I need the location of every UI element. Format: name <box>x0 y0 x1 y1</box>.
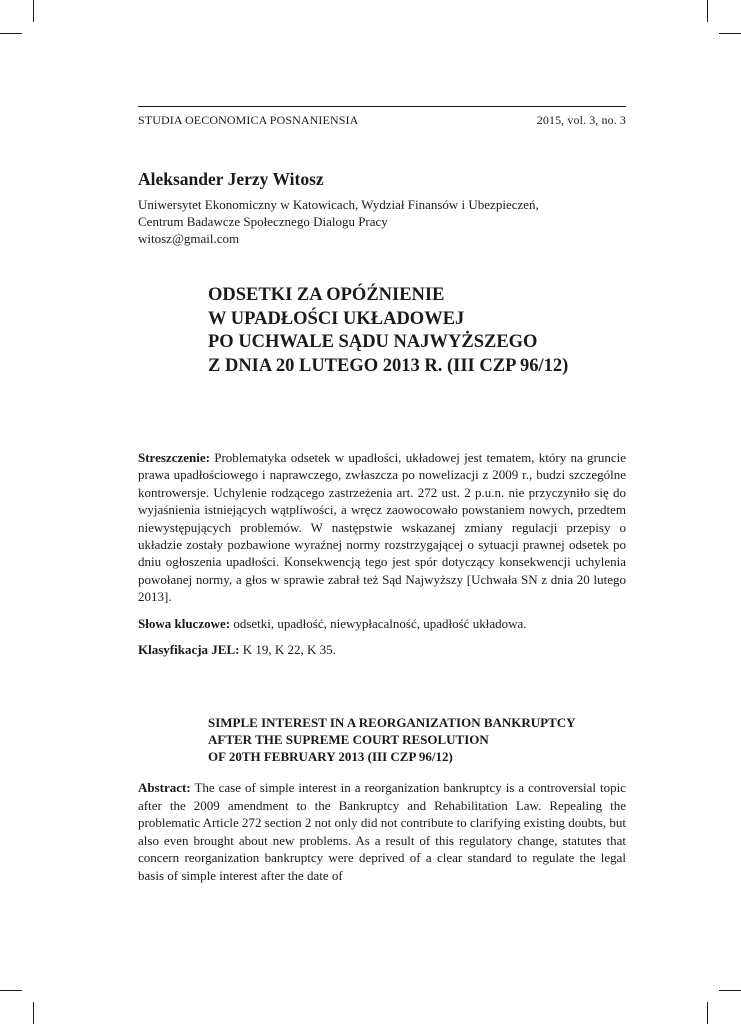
abstract-block-pl <box>138 449 626 658</box>
affiliation-line: Uniwersytet Ekonomiczny w Katowicach, Wydział Finansów i Ubezpieczeń, <box>138 197 539 212</box>
affiliation-line: Centrum Badawcze Społecznego Dialogu Pracy <box>138 214 388 229</box>
title-line: OF 20TH FEBRUARY 2013 (III CZP 96/12) <box>208 749 453 764</box>
jel-paragraph <box>138 641 626 658</box>
article-title-pl <box>208 284 628 378</box>
article-title-en <box>208 714 628 765</box>
crop-mark <box>707 1002 708 1024</box>
keywords-text: odsetki, upadłość, niewypłacalność, upadłość układowa. <box>230 615 527 631</box>
streszczenie-label: Streszczenie: <box>138 450 210 465</box>
jel-text: K 19, K 22, K 35. <box>239 642 336 658</box>
streszczenie-text: Problematyka odsetek w upadłości, układowej jest tematem, który na gruncie prawa upadłościowego i naprawczego, zwłaszcza po nowelizacji z 2009 r., budzi szczególne kontrowersje. Uchylenie rodzącego zastrzeżenia art. 272 ust. 2 p.u.n. nie przyczyniło się do wyjaśnienia istniejących wątpliwości, a wręcz zaowocowało powstaniem nowych, przedtem niewystępujących problemów. W następstwie wskazanej zmiany regulacji przepisy o układzie zostały pozbawione wyraźnej normy rozstrzygającej o sytuacji prawnej odsetek po dniu ogłoszenia upadłości. Konsekwencją tego jest spór dotyczący konsekwencji uchylenia powołanej normy, a głos w sprawie zabrał też Sąd Najwyższy [Uchwała SN z dnia 20 lutego 2013]. <box>138 450 626 605</box>
title-line: Z DNIA 20 LUTEGO 2013 R. (III CZP 96/12) <box>208 355 569 376</box>
crop-mark <box>33 1002 34 1024</box>
abstract-block-en <box>138 779 626 885</box>
author-block <box>138 168 628 247</box>
header-rule <box>138 106 626 107</box>
abstract-text: The case of simple interest in a reorganization bankruptcy is a controversial topic after the 2009 amendment to the Bankruptcy and Rehabilitation Law. Repealing the problematic Article 272 section 2 not only did not contribute to clarifying existing doubts, but also even brought about new problems. As a result of this regulatory change, statutes that concern reorganization bankruptcy were deprived of a clear standard to regulate the legal basis of simple interest after the date of <box>138 780 626 883</box>
crop-mark <box>33 0 34 22</box>
crop-mark <box>0 990 22 991</box>
keywords-paragraph <box>138 615 626 632</box>
crop-mark <box>707 0 708 22</box>
crop-mark <box>719 990 741 991</box>
author-email[interactable]: witosz@gmail.com <box>138 231 240 246</box>
title-line: ODSETKI ZA OPÓŹNIENIE <box>208 285 445 305</box>
title-line: AFTER THE SUPREME COURT RESOLUTION <box>208 732 489 747</box>
keywords-label: Słowa kluczowe: <box>138 615 231 631</box>
title-line: PO UCHWALE SĄDU NAJWYŻSZEGO <box>208 332 538 352</box>
author-name: Aleksander Jerzy Witosz <box>138 169 324 189</box>
title-line: W UPADŁOŚCI UKŁADOWEJ <box>208 308 465 329</box>
abstract-paragraph <box>138 779 626 885</box>
issue-info: 2015, vol. 3, no. 3 <box>536 113 626 127</box>
streszczenie-paragraph <box>138 449 626 606</box>
title-line: SIMPLE INTEREST IN A REORGANIZATION BANKRUPTCY <box>208 715 576 730</box>
journal-name: STUDIA OECONOMICA POSNANIENSIA <box>138 113 359 127</box>
abstract-label: Abstract: <box>138 780 191 795</box>
jel-label: Klasyfikacja JEL: <box>138 642 240 658</box>
crop-mark <box>719 33 741 34</box>
crop-mark <box>0 33 22 34</box>
